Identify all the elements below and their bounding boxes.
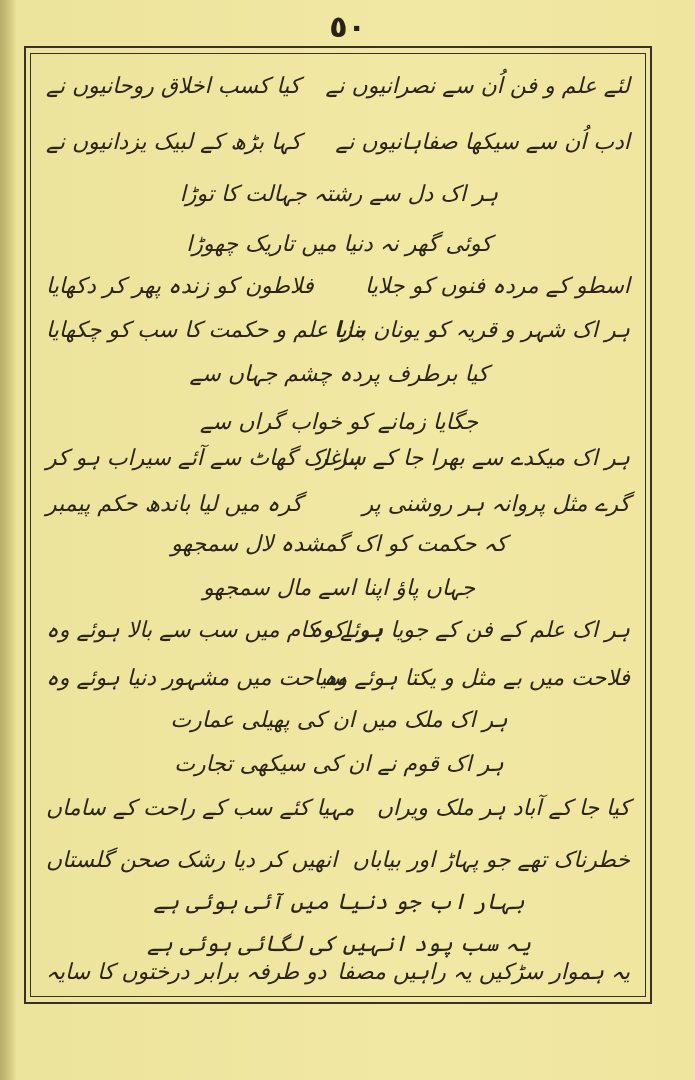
verse-left: سیاحت میں مشہور دنیا ہوئے وہ (46, 666, 346, 691)
couplet-line (40, 316, 638, 346)
verse-left: ہر اک کام میں سب سے بالا ہوئے وہ (46, 618, 383, 643)
verse-right: ادب اُن سے سیکھا صفاہانیوں نے (335, 130, 630, 155)
centered-verse: یہ سب پود انہیں کی لگائی ہوئی ہے (146, 932, 532, 957)
verse-right: اسطو کے مردہ فنوں کو جلایا (365, 274, 630, 299)
couplet-line (40, 846, 638, 876)
verse-right: ہر اک علم کے فن کے جویا ہوئے وہ (309, 618, 630, 643)
verse-right: ہر اک شہر و قریہ کو یونان بنایا (333, 318, 630, 343)
centered-verse: ہر اک ملک میں ان کی پھیلی عمارت (170, 708, 508, 733)
couplet-line (40, 128, 638, 158)
verse-left: کہا بڑھ کے لبیک یزدانیوں نے (46, 130, 302, 155)
centered-verse: جگایا زمانے کو خواب گراں سے (199, 410, 479, 435)
poem-text-block (40, 60, 638, 990)
centered-verse: کیا برطرف پردہ چشم جہاں سے (189, 362, 489, 387)
centered-verse: کوئی گھر نہ دنیا میں تاریک چھوڑا (186, 232, 492, 257)
verse-right: کیا جا کے آباد ہر ملک ویراں (376, 796, 630, 821)
verse-right: ہر اک میکدے سے بھرا جا کے ساغر (316, 446, 630, 471)
couplet-line (40, 794, 638, 824)
couplet-line (40, 958, 638, 988)
centered-verse: جہاں پاؤ اپنا اسے مال سمجھو (202, 576, 476, 601)
centered-verse: ہر اک قوم نے ان کی سیکھی تجارت (174, 752, 504, 777)
couplet-line (40, 72, 638, 102)
centered-verse: ہر اک دل سے رشتہ جہالت کا توڑا (179, 182, 499, 207)
verse-left: انھیں کر دیا رشک صحن گلستاں (46, 848, 338, 873)
verse-left: مزا علم و حکمت کا سب کو چکھایا (46, 318, 366, 343)
couplet-line (40, 490, 638, 520)
couplet-line (40, 444, 638, 474)
couplet-line (40, 616, 638, 646)
verse-left: گرہ میں لیا باندھ حکم پیمبر (46, 492, 303, 517)
verse-right: خطرناک تھے جو پہاڑ اور بیاباں (352, 848, 630, 873)
page-number: ٥٠ (329, 10, 366, 45)
verse-right: یہ ہموار سڑکیں یہ راہیں مصفا (337, 960, 630, 985)
centered-verse: بہار اب جو دنیا میں آئی ہوئی ہے (153, 890, 525, 915)
centered-verse: کہ حکمت کو اک گمشدہ لال سمجھو (171, 532, 507, 557)
verse-left: مہیا کئے سب کے راحت کے ساماں (46, 796, 355, 821)
verse-right: لئے علم و فن اُن سے نصرانیوں نے (325, 74, 630, 99)
couplet-line (40, 272, 638, 302)
couplet-line (40, 664, 638, 694)
verse-right: فلاحت میں بے مثل و یکتا ہوئے وہ (323, 666, 630, 691)
verse-right: گرے مثل پروانہ ہر روشنی پر (362, 492, 630, 517)
verse-left: کیا کسب اخلاق روحانیوں نے (46, 74, 301, 99)
verse-left: دو طرفہ برابر درختوں کا سایہ (46, 960, 327, 985)
verse-left: ہر اک گھاٹ سے آئے سیراب ہو کر (46, 446, 362, 471)
book-gutter (0, 0, 16, 1080)
verse-left: فلاطون کو زندہ پھر کر دکھایا (46, 274, 314, 299)
